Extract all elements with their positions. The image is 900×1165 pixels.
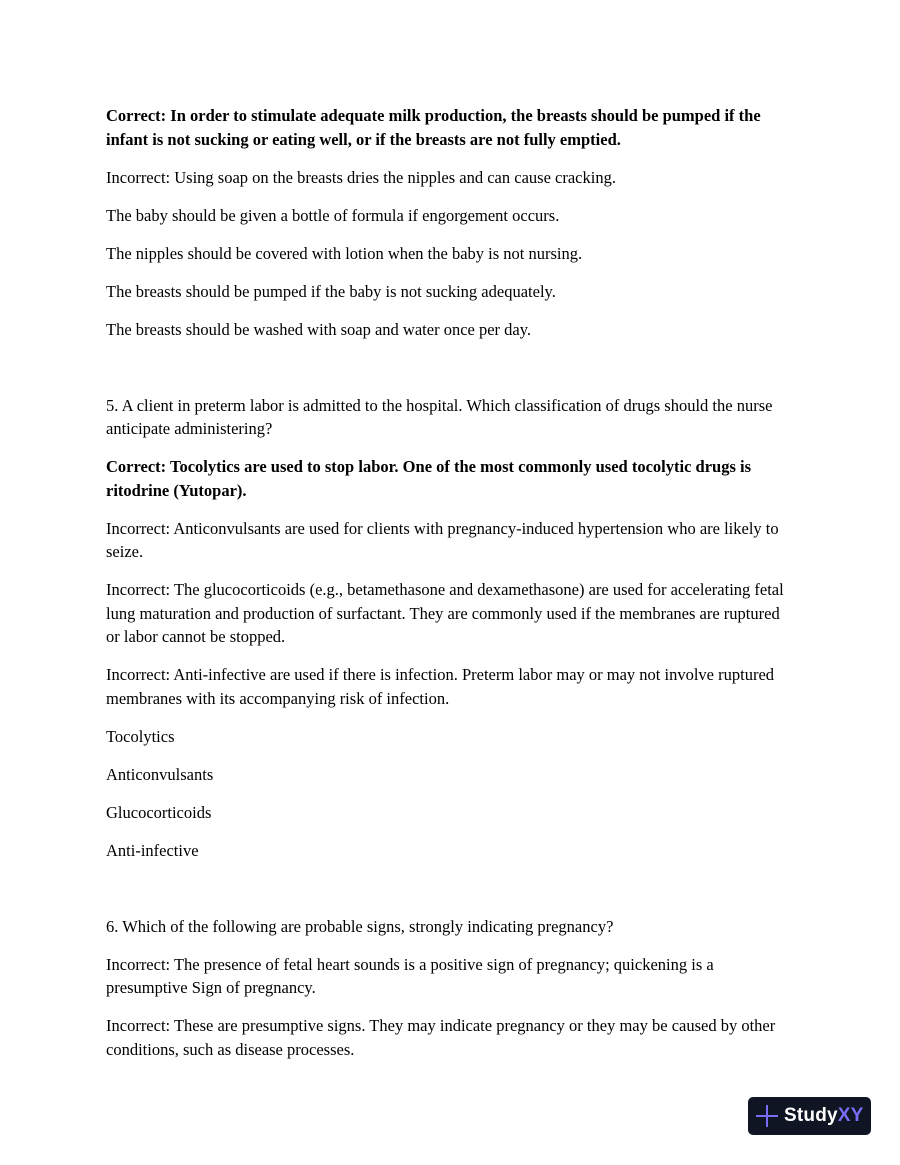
question-5: 5. A client in preterm labor is admitted to the hospital. Which classification of drugs should the nurse anticipate administering? xyxy=(106,395,773,438)
question-6: 6. Which of the following are probable signs, strongly indicating pregnancy? xyxy=(106,916,614,936)
section-spacer xyxy=(106,356,796,394)
answer-incorrect-glucocorticoids: Incorrect: The glucocorticoids (e.g., betamethasone and dexamethasone) are used for accelerating fetal lung maturation and production of surfactant. They are commonly used if the membranes are ruptured or labor cannot be stopped. xyxy=(106,580,784,646)
answer-incorrect-fetal-heart: Incorrect: The presence of fetal heart sounds is a positive sign of pregnancy; quickening is a presumptive Sign of pregnancy. xyxy=(106,954,714,997)
plus-icon xyxy=(756,1105,778,1127)
logo-text-study: Study xyxy=(784,1105,838,1126)
option-soap-water: The breasts should be washed with soap and water once per day. xyxy=(106,319,532,339)
answer-incorrect-presumptive: Incorrect: These are presumptive signs. They may indicate pregnancy or they may be caused by other conditions, such as disease processes. xyxy=(106,1016,776,1059)
answer-incorrect-soap: Incorrect: Using soap on the breasts dries the nipples and can cause cracking. xyxy=(106,167,616,187)
option-pumped: The breasts should be pumped if the baby is not sucking adequately. xyxy=(106,281,556,301)
option-glucocorticoids: Glucocorticoids xyxy=(106,802,212,822)
option-tocolytics: Tocolytics xyxy=(106,726,175,746)
logo-text xyxy=(784,1105,864,1127)
option-anticonvulsants: Anticonvulsants xyxy=(106,764,214,784)
answer-incorrect-anticonvulsants: Incorrect: Anticonvulsants are used for clients with pregnancy-induced hypertension who are likely to seize. xyxy=(106,518,779,561)
document-page xyxy=(106,104,796,1076)
option-anti-infective: Anti-infective xyxy=(106,840,199,860)
answer-correct-milk-production: Correct: In order to stimulate adequate milk production, the breasts should be pumped if the infant is not sucking or eating well, or if the breasts are not fully emptied. xyxy=(106,106,761,149)
studyxy-logo-badge[interactable] xyxy=(748,1097,871,1135)
answer-incorrect-anti-infective: Incorrect: Anti-infective are used if there is infection. Preterm labor may or may not involve ruptured membranes with its accompanying risk of infection. xyxy=(106,665,775,708)
answer-correct-tocolytics: Correct: Tocolytics are used to stop labor. One of the most commonly used tocolytic drugs is ritodrine (Yutopar). xyxy=(106,457,751,500)
option-lotion: The nipples should be covered with lotion when the baby is not nursing. xyxy=(106,243,583,263)
logo-text-xy: XY xyxy=(837,1105,864,1126)
section-spacer xyxy=(106,877,796,915)
option-formula: The baby should be given a bottle of formula if engorgement occurs. xyxy=(106,205,560,225)
